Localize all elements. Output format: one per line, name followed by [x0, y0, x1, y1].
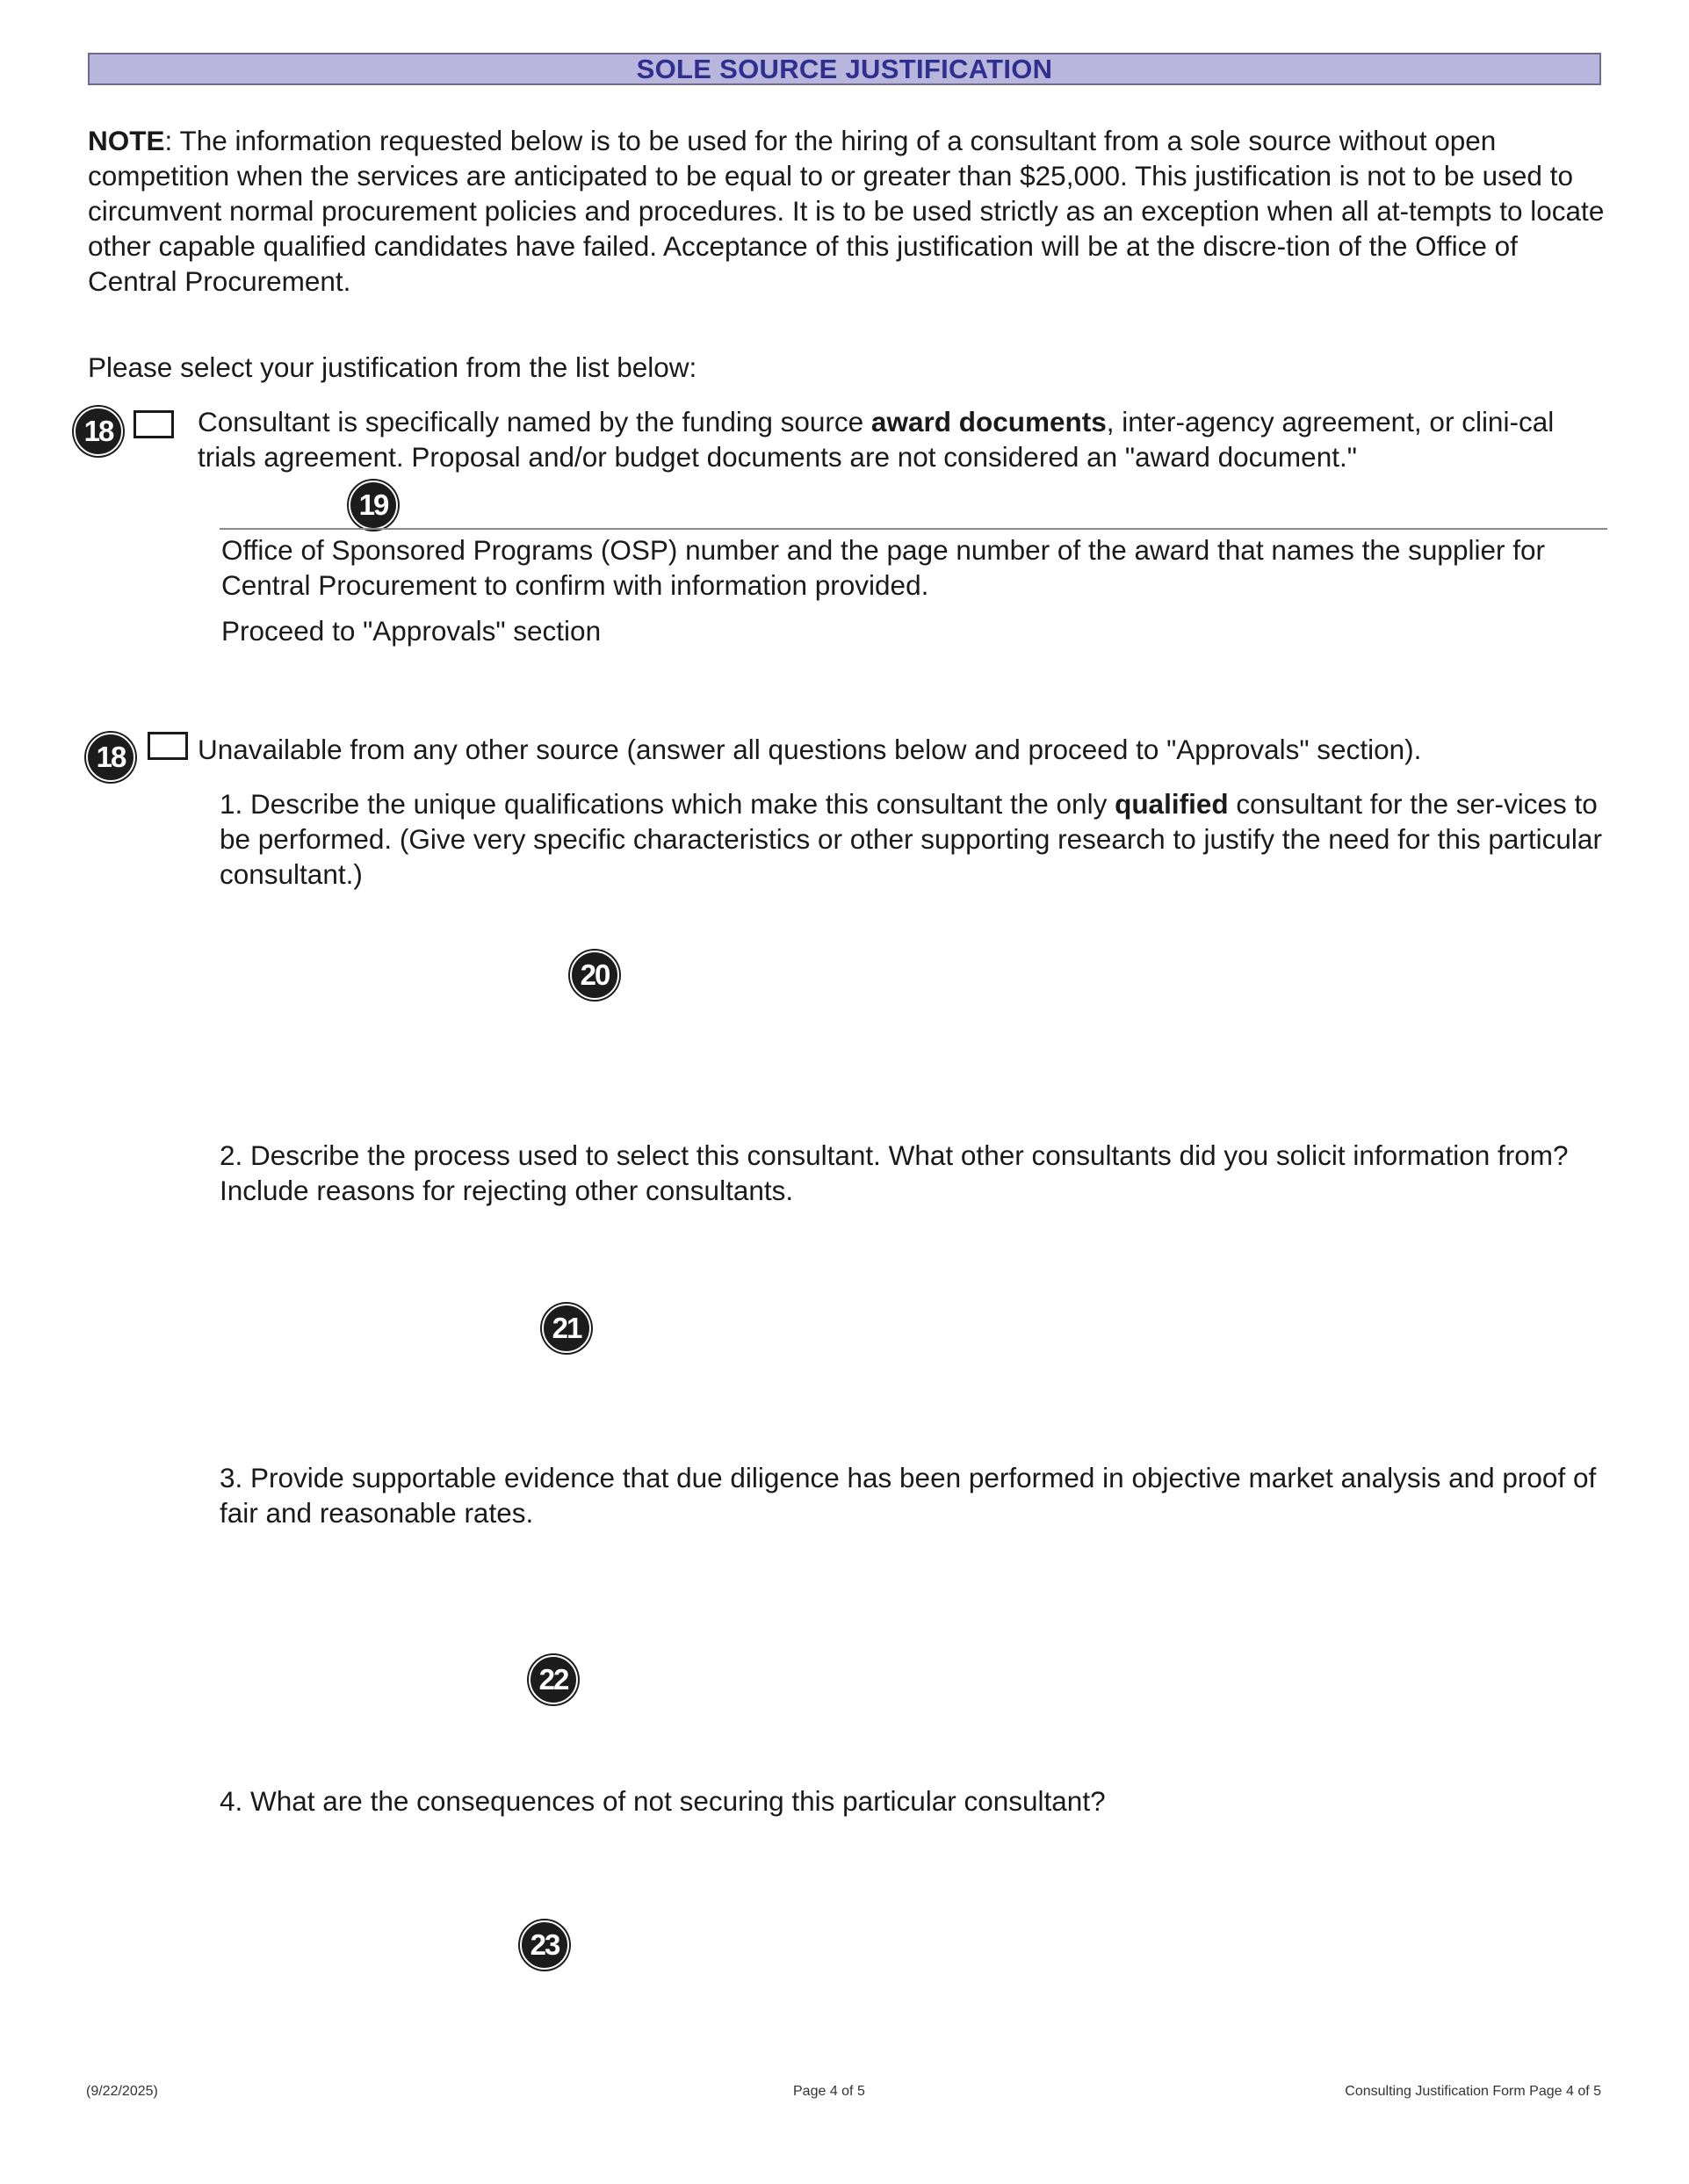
- note-label: NOTE: [88, 125, 165, 156]
- section-header: [88, 53, 1601, 85]
- field-number-badge: 19: [349, 481, 398, 530]
- question-text-part: consultant for the ser-vices to be performed. (Give very specific characteristics or other supporting research to justify the need for this particular consultant.): [220, 788, 1602, 890]
- field-number-badge: 18: [74, 407, 123, 456]
- question-1-answer-field[interactable]: [220, 896, 1607, 1116]
- option-unavailable-label: Unavailable from any other source (answer all questions below and proceed to "Approvals" section).: [198, 734, 1422, 765]
- question-1-text: [220, 786, 1607, 892]
- question-4-answer-field[interactable]: [220, 1827, 1607, 2056]
- option-text-part: , inter-agency agreement, or clini-cal trials agreement. Proposal and/or budget documents are not considered an "award document.": [198, 406, 1555, 473]
- osp-number-caption: Office of Sponsored Programs (OSP) number and the page number of the award that names the supplier for Central Procurement to confirm with information provided.: [221, 534, 1545, 601]
- note-paragraph: [88, 123, 1607, 299]
- field-number-badge: 20: [570, 951, 619, 1000]
- question-4-text: 4. What are the consequences of not securing this particular consultant?: [220, 1785, 1106, 1817]
- field-number-badge: 23: [520, 1920, 569, 1970]
- question-2-text: 2. Describe the process used to select this consultant. What other consultants did you solicit information from? Include reasons for rejecting other consultants.: [220, 1139, 1569, 1206]
- field-number-badge: 18: [86, 733, 135, 782]
- option-text-part: Consultant is specifically named by the funding source: [198, 406, 871, 438]
- option-award-documents-label: [198, 404, 1607, 474]
- section-title: SOLE SOURCE JUSTIFICATION: [636, 53, 1053, 84]
- proceed-instruction: Proceed to "Approvals" section: [221, 615, 602, 647]
- osp-number-input[interactable]: [220, 474, 1607, 525]
- select-prompt: Please select your justification from the list below:: [88, 351, 697, 383]
- question-2-answer-field[interactable]: [220, 1212, 1607, 1441]
- question-text-bold: qualified: [1115, 788, 1229, 820]
- footer-date: (9/22/2025): [86, 2084, 158, 2099]
- question-3-answer-field[interactable]: [220, 1536, 1607, 1764]
- footer-form-name: Consulting Justification Form Page 4 of 5: [1345, 2084, 1601, 2099]
- osp-number-underline: [220, 528, 1607, 530]
- question-3-text: 3. Provide supportable evidence that due diligence has been performed in objective market analysis and proof of fair and reasonable rates.: [220, 1462, 1597, 1529]
- option-award-documents-checkbox[interactable]: [134, 410, 174, 438]
- question-text-part: 1. Describe the unique qualifications which make this consultant the only: [220, 788, 1115, 820]
- option-text-bold: award documents: [870, 406, 1107, 438]
- note-text: : The information requested below is to be used for the hiring of a consultant from a sole source without open competition when the services are anticipated to be equal to or greater than $25,000. This justification is not to be used to circumvent normal procurement policies and procedures. It is to be used strictly as an exception when all at-tempts to locate other capable qualified candidates have failed. Acceptance of this justification will be at the discre-tion of the Office of Central Procurement.: [88, 125, 1605, 297]
- footer-page-number: Page 4 of 5: [793, 2084, 865, 2099]
- field-number-badge: 22: [529, 1655, 578, 1704]
- option-unavailable-checkbox[interactable]: [148, 732, 188, 760]
- field-number-badge: 21: [542, 1304, 591, 1353]
